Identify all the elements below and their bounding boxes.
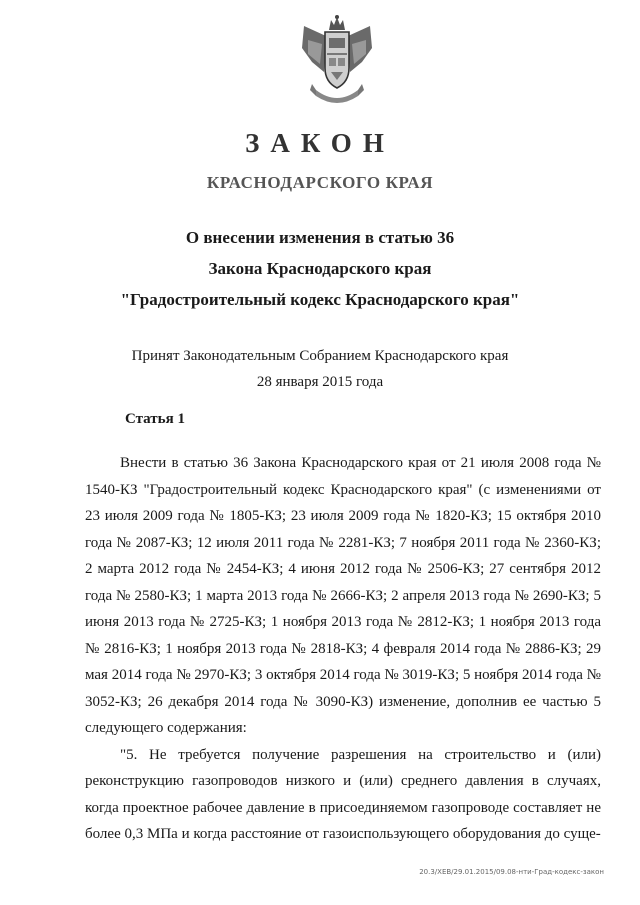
article-heading: Статья 1: [125, 411, 185, 427]
document-title: [0, 222, 640, 315]
article-body: [85, 450, 601, 848]
article-paragraph-quote: "5. Не требуется получение разрешения на строительство и (или) реконструкцию газопроводов низкого и (или) среднего давления в случаях, когда проектное рабочее давление в присоединяемом газопроводе составляет не более 0,3 МПа и когда расстояние от газоиспользующего оборудования до суще-: [85, 746, 601, 842]
adoption-date: 28 января 2015 года: [256, 374, 384, 390]
adoption-note: [0, 343, 640, 395]
article-paragraph: Внести в статью 36 Закона Краснодарского края от 21 июля 2008 года № 1540-КЗ "Градостроительный кодекс Краснодарского края" (с изменениями от 23 июля 2009 года № 1805-КЗ; 23 июля 2009 года № 1820-КЗ; 15 октября 2010 года № 2087-КЗ; 12 июля 2011 года № 2281-КЗ; 7 ноября 2011 года № 2360-КЗ; 2 марта 2012 года № 2454-КЗ; 4 июня 2012 года № 2506-КЗ; 27 сентября 2012 года № 2580-КЗ; 1 марта 2013 года № 2666-КЗ; 2 апреля 2013 года № 2690-КЗ; 5 июня 2013 года № 2725-КЗ; 1 ноября 2013 года № 2812-КЗ; 1 ноября 2013 года № 2816-КЗ; 1 ноября 2013 года № 2818-КЗ; 4 февраля 2014 года № 2886-КЗ; 29 мая 2014 года № 2970-КЗ; 3 октября 2014 года № 3019-КЗ; 5 ноября 2014 года № 3052-КЗ; 26 декабря 2014 года № 3090-КЗ) изменение, дополнив ее частью 5 следующего содержания:: [85, 455, 601, 736]
file-reference: 20.3/XEB/29.01.2015/09.08-нти-Град-кодекс-закон: [419, 868, 604, 876]
title-line-2: Закона Краснодарского края: [208, 259, 432, 278]
coat-of-arms-icon: [296, 14, 378, 108]
law-heading: ЗАКОН: [245, 128, 395, 158]
region-heading: КРАСНОДАРСКОГО КРАЯ: [206, 173, 434, 192]
title-line-3: "Градостроительный кодекс Краснодарского края": [120, 290, 520, 309]
adoption-body: Принят Законодательным Собранием Краснодарского края: [131, 348, 509, 364]
title-line-1: О внесении изменения в статью 36: [185, 228, 455, 247]
